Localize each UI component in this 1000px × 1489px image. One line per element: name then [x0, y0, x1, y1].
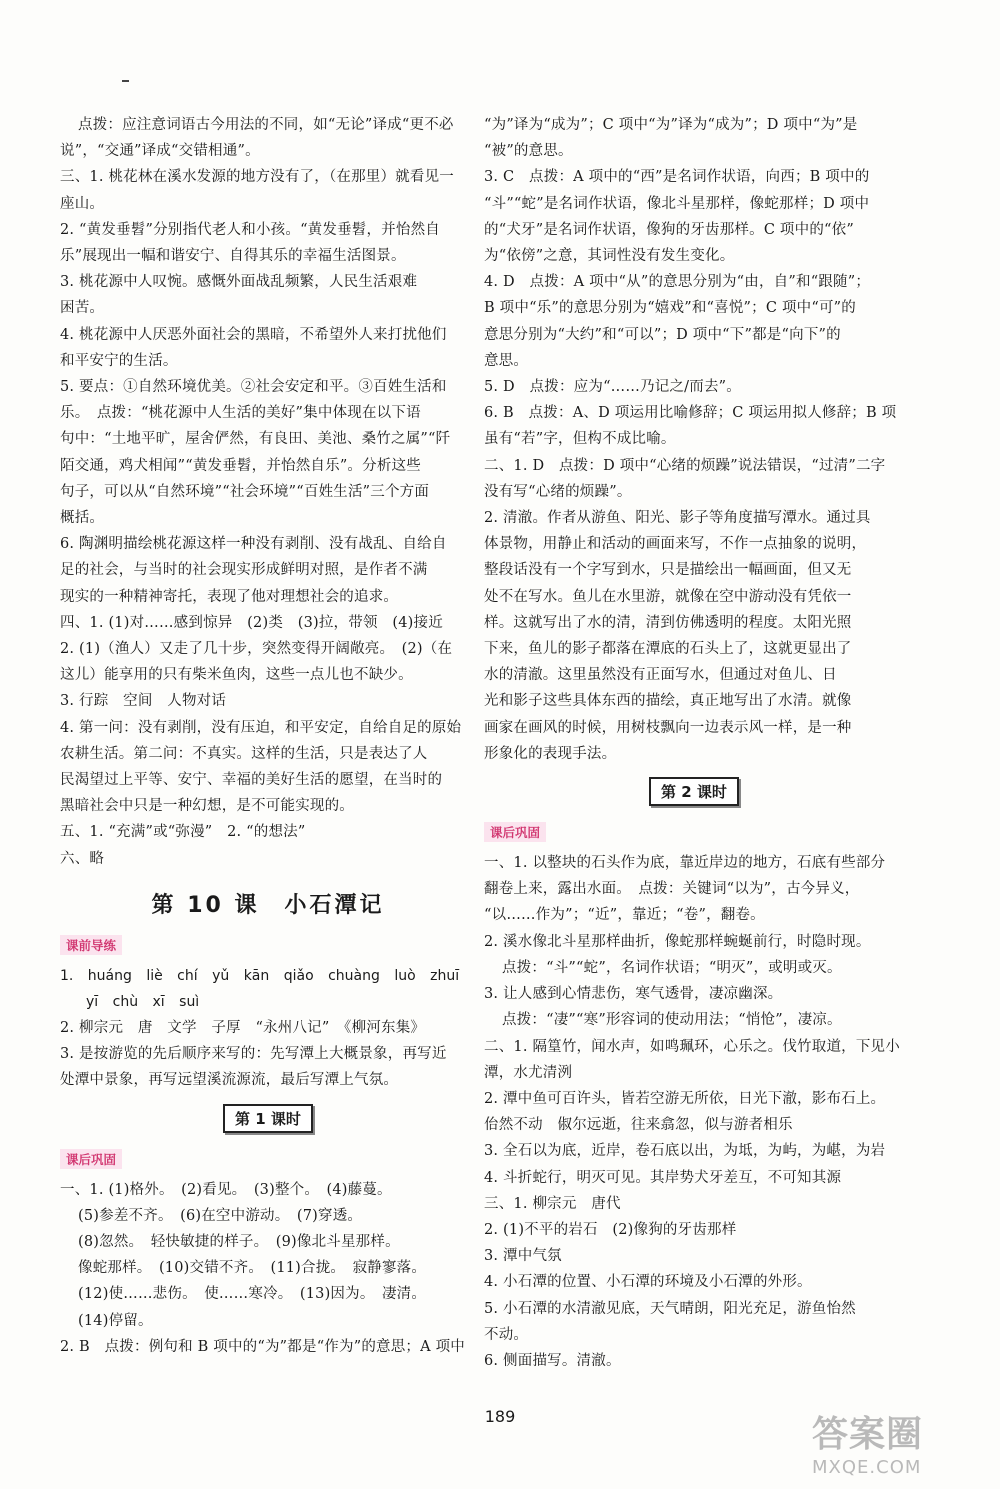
- pinyin-line: 1. huáng liè chí yǔ kān qiǎo chuàng luò zhuī: [60, 967, 460, 984]
- answer-line: 6. 陶渊明描绘桃花源这样一种没有剥削、没有战乱、自给自: [60, 536, 447, 553]
- answer-line: 5. 小石潭的水清澈见底，天气晴朗，阳光充足，游鱼怡然: [484, 1300, 856, 1317]
- answer-line: 3. 潭中气氛: [484, 1248, 562, 1265]
- answer-line: 乐”展现出一幅和谐安宁、自得其乐的幸福生活图景。: [60, 248, 406, 265]
- answer-line: 3. 行踪 空间 人物对话: [60, 693, 227, 710]
- scan-speck: [122, 80, 129, 82]
- answer-line: 点拨：应注意词语古今用法的不同，如“无论”译成“更不必: [78, 117, 454, 133]
- answer-line: 2. B 点拨：例句和 B 项中的“为”都是“作为”的意思；A 项中: [60, 1338, 466, 1355]
- section-tag-after-class: 课后巩固: [60, 1149, 122, 1169]
- answer-line: 虽有“若”字，但构不成比喻。: [484, 431, 676, 448]
- answer-line: 陌交通，鸡犬相闻”“黄发垂髫，并怡然自乐”。分析这些: [60, 457, 421, 474]
- answer-line: “被”的意思。: [484, 143, 573, 160]
- section-tag-wrap: [60, 1145, 476, 1177]
- left-column: [60, 112, 476, 1360]
- answer-line: 5. D 点拨：应为“……乃记之/而去”。: [484, 379, 741, 396]
- answer-line: 不动。: [484, 1326, 529, 1343]
- section-tag-pre-class: 课前导练: [60, 935, 122, 955]
- answer-line: 3. C 点拨：A 项中的“西”是名词作状语，向西；B 项中的: [484, 169, 870, 186]
- answer-line: 民渴望过上平等、安宁、幸福的美好生活的愿望，在当时的: [60, 772, 443, 789]
- answer-line: 一、1. 以整块的石头作为底，靠近岸边的地方，石底有些部分: [484, 855, 886, 872]
- answer-line: 的“犬牙”是名词作状语，像狗的牙齿那样。C 项中的“依”: [484, 221, 854, 238]
- answer-line: 句子，可以从“自然环境”“社会环境”“百姓生活”三个方面: [60, 483, 430, 500]
- answer-line: 3. 是按游览的先后顺序来写的：先写潭上大概景象，再写近: [60, 1046, 447, 1063]
- answer-line: 四、1. (1)对……感到惊异 (2)类 (3)拉，带领 (4)接近: [60, 614, 443, 631]
- answer-line: 现实的一种精神寄托，表现了他对理想社会的追求。: [60, 588, 399, 605]
- answer-line: 概括。: [60, 510, 105, 527]
- answer-line: 这儿）能享用的只有柴米鱼肉，这些一点儿也不缺少。: [60, 667, 413, 684]
- section-tag-after-class: 课后巩固: [484, 822, 546, 842]
- answer-line: 二、1. D 点拨：D 项中“心绪的烦躁”说法错误，“过清”二字: [484, 457, 886, 474]
- answer-line: 整段话没有一个字写到水，只是描绘出一幅画面，但又无: [484, 562, 852, 579]
- period-label: 第 2 课时: [649, 777, 739, 806]
- answer-line: 像蛇那样。 (10)交错不齐。 (11)合拢。 寂静寥落。: [78, 1260, 427, 1277]
- answer-line: 形象化的表现手法。: [484, 745, 617, 762]
- answer-line: 3. 让人感到心情悲伤，寒气透骨，凄凉幽深。: [484, 986, 783, 1003]
- answer-line: 2. (1)（渔人）又走了几十步，突然变得开阔敞亮。 (2)（在: [60, 641, 453, 658]
- answer-line: 样。这就写出了水的清，清到仿佛透明的程度。太阳光照: [484, 614, 852, 631]
- answer-line: 6. B 点拨：A、D 项运用比喻修辞；C 项运用拟人修辞；B 项: [484, 405, 897, 422]
- answer-line: 为“依傍”之意，其词性没有发生变化。: [484, 248, 735, 265]
- lesson-title: 第 10 课 小石潭记: [151, 892, 385, 918]
- answer-line: 3. 桃花源中人叹惋。感慨外面战乱频繁，人民生活艰难: [60, 274, 418, 291]
- pinyin-line: yī chù xī suì: [86, 993, 200, 1010]
- answer-line: (5)参差不齐。 (6)在空中游动。 (7)穿透。: [78, 1207, 363, 1224]
- answer-line: 2. 潭中鱼可百许头，皆若空游无所依，日光下澈，影布石上。: [484, 1090, 886, 1107]
- answer-line: 处不在写水。鱼儿在水里游，就像在空中游动没有凭依一: [484, 588, 852, 605]
- answer-line: 佁然不动 俶尔远逝，往来翕忽，似与游者相乐: [484, 1117, 793, 1134]
- answer-line: 4. 斗折蛇行，明灭可见。其岸势犬牙差互，不可知其源: [484, 1169, 842, 1186]
- answer-line: 点拨：“斗”“蛇”，名词作状语；“明灭”，或明或灭。: [502, 959, 842, 976]
- answer-line: 一、1. (1)格外。 (2)看见。 (3)整个。 (4)藤蔓。: [60, 1181, 392, 1198]
- answer-line: (8)忽然。 轻快敏捷的样子。 (9)像北斗星那样。: [78, 1233, 400, 1250]
- watermark: [812, 1406, 988, 1484]
- answer-line: 乐。 点拨：“桃花源中人生活的美好”集中体现在以下语: [60, 405, 421, 422]
- section-tag-wrap: [484, 818, 904, 850]
- answer-line: 没有写“心绪的烦躁”。: [484, 483, 632, 500]
- answer-line: 体景物，用静止和活动的画面来写，不作一点抽象的说明，: [484, 536, 867, 553]
- answer-line: 4. 小石潭的位置、小石潭的环境及小石潭的外形。: [484, 1274, 812, 1291]
- answer-line: 2. 溪水像北斗星那样曲折，像蛇那样蜿蜒前行，时隐时现。: [484, 933, 871, 950]
- answer-line: 足的社会，与当时的社会现实形成鲜明对照，是作者不满: [60, 562, 428, 579]
- answer-line: 下来，鱼儿的影子都落在潭底的石头上了，这就更显出了: [484, 641, 852, 658]
- answer-line: 2. “黄发垂髫”分别指代老人和小孩。“黄发垂髫，并怡然自: [60, 221, 440, 238]
- answer-line: (12)使……悲伤。 使……寒冷。 (13)因为。 凄清。: [78, 1286, 427, 1303]
- answer-line: 水的清澈。这里虽然没有正面写水，但通过对鱼儿、日: [484, 667, 837, 684]
- answer-line: 说”，“交通”译成“交错相通”。: [60, 143, 260, 160]
- period-heading-1: [60, 1104, 476, 1133]
- page-number: 189: [484, 1407, 516, 1426]
- answer-line: “为”译为“成为”；C 项中“为”译为“成为”；D 项中“为”是: [484, 117, 858, 133]
- answer-line: 三、1. 柳宗元 唐代: [484, 1195, 621, 1212]
- answer-line: 意思分别为“大约”和“可以”；D 项中“下”都是“向下”的: [484, 326, 841, 343]
- answer-line: 6. 侧面描写。清澈。: [484, 1352, 621, 1369]
- answer-line: 4. 桃花源中人厌恶外面社会的黑暗，不希望外人来打扰他们: [60, 326, 447, 343]
- section-tag-wrap: [60, 931, 476, 963]
- answer-line: 画家在画风的时候，用树枝飘向一边表示风一样，是一种: [484, 719, 852, 736]
- answer-line: 意思。: [484, 352, 529, 369]
- answer-line: “斗”“蛇”是名词作状语，像北斗星那样，像蛇那样；D 项中: [484, 195, 870, 212]
- right-column: [484, 112, 904, 1374]
- answer-line: B 项中“乐”的意思分别为“嬉戏”和“喜悦”；C 项中“可”的: [484, 300, 856, 317]
- answer-line: 潭，水尤清洌: [484, 1064, 573, 1081]
- answer-line: 点拨：“凄”“寒”形容词的使动用法；“悄怆”，凄凉。: [502, 1012, 842, 1029]
- answer-line: “以……作为”；“近”，靠近；“卷”，翻卷。: [484, 907, 765, 924]
- answer-line: 黑暗社会中只是一种幻想，是不可能实现的。: [60, 798, 354, 815]
- answer-line: 4. 第一问：没有剥削，没有压迫，和平安定，自给自足的原始: [60, 719, 462, 736]
- answer-line: 农耕生活。第二问：不真实。这样的生活，只是表达了人: [60, 745, 428, 762]
- watermark-url: MXQE.COM: [812, 1457, 922, 1478]
- answer-line: 3. 全石以为底，近岸，卷石底以出，为坻，为屿，为嵁，为岩: [484, 1143, 886, 1160]
- answer-line: 句中：“土地平旷，屋舍俨然，有良田、美池、桑竹之属”“阡: [60, 431, 451, 448]
- watermark-logo-text: 答案圈: [812, 1414, 924, 1455]
- answer-line: 4. D 点拨：A 项中“从”的意思分别为“由，自”和“跟随”；: [484, 274, 871, 291]
- period-heading-2: [484, 777, 904, 806]
- answer-line: 2. 清澈。作者从游鱼、阳光、影子等角度描写潭水。通过具: [484, 510, 871, 527]
- answer-line: 座山。: [60, 195, 105, 212]
- answer-line: (14)停留。: [78, 1312, 153, 1329]
- answer-line: 二、1. 隔篁竹，闻水声，如鸣珮环，心乐之。伐竹取道，下见小: [484, 1038, 900, 1055]
- answer-line: 2. (1)不平的岩石 (2)像狗的牙齿那样: [484, 1221, 737, 1238]
- answer-line: 五、1. “充满”或“弥漫” 2. “的想法”: [60, 824, 306, 841]
- period-label: 第 1 课时: [223, 1104, 313, 1133]
- answer-line: 三、1. 桃花林在溪水发源的地方没有了，（在那里）就看见一: [60, 169, 454, 186]
- answer-line: 光和影子这些具体东西的描绘，真正地写出了水清。就像: [484, 693, 852, 710]
- answer-line: 和平安宁的生活。: [60, 352, 178, 369]
- answer-line: 处潭中景象，再写远望溪流源流，最后写潭上气氛。: [60, 1072, 399, 1089]
- answer-line: 5. 要点：①自然环境优美。②社会安定和平。③百姓生活和: [60, 379, 447, 396]
- answer-line: 六、略: [60, 850, 105, 867]
- answer-line: 困苦。: [60, 300, 105, 317]
- answer-line: 翻卷上来，露出水面。 点拨：关键词“以为”，古今异义，: [484, 881, 860, 898]
- answer-line: 2. 柳宗元 唐 文学 子厚 “永州八记” 《柳河东集》: [60, 1019, 426, 1036]
